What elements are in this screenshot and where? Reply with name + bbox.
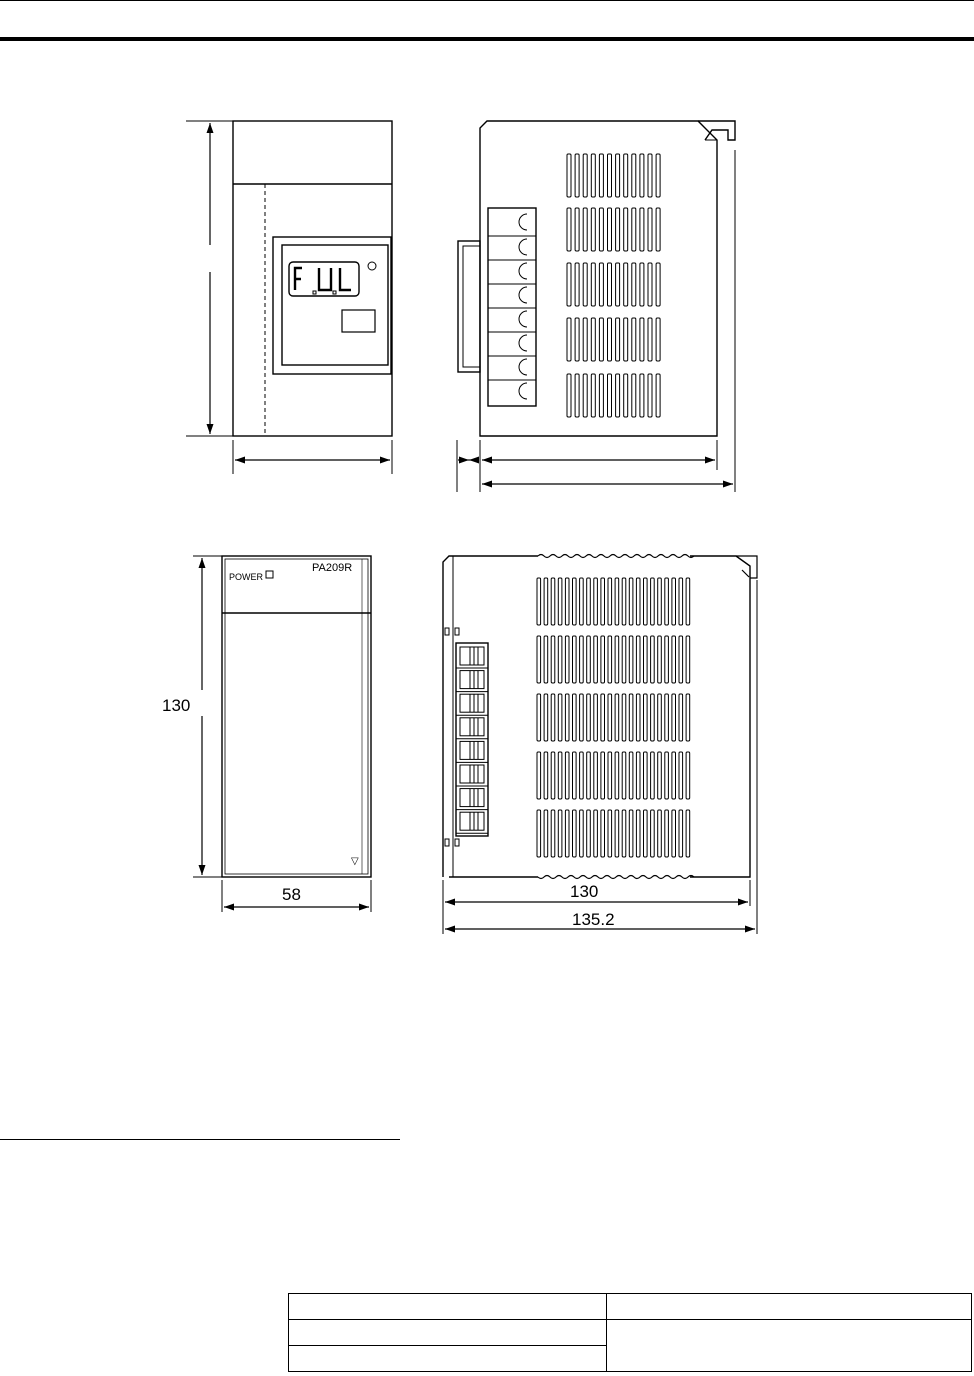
vent-slot	[591, 154, 595, 197]
vent-slot	[537, 694, 541, 741]
terminal-screw	[460, 812, 484, 830]
vent-slot	[656, 318, 660, 361]
vent-slot	[622, 810, 626, 857]
vent-slot	[567, 208, 571, 251]
terminal-screw	[460, 718, 484, 736]
table-cell	[607, 1294, 972, 1320]
table-row	[289, 1294, 972, 1320]
vent-slot	[679, 636, 683, 683]
vent-slot	[665, 810, 669, 857]
vent-slot	[616, 318, 620, 361]
vent-slot	[573, 810, 577, 857]
vent-slot	[640, 154, 644, 197]
vent-slot	[616, 263, 620, 306]
vent-slot	[632, 374, 636, 417]
vent-slot	[622, 578, 626, 625]
terminal-block-screws-b	[456, 647, 488, 833]
vent-slot	[567, 318, 571, 361]
vent-slot	[583, 208, 587, 251]
vent-slot	[656, 208, 660, 251]
vent-slot	[558, 578, 562, 625]
vent-slot	[544, 578, 548, 625]
vent-slot	[608, 154, 612, 197]
vent-slot	[565, 578, 569, 625]
vent-slot	[636, 694, 640, 741]
table-cell	[289, 1320, 607, 1346]
vent-slot	[629, 578, 633, 625]
vent-slot	[567, 154, 571, 197]
vent-slot	[575, 318, 579, 361]
vent-slot	[656, 263, 660, 306]
ventilation-slots-b	[537, 578, 690, 857]
vent-slot	[594, 810, 598, 857]
vent-slot	[658, 810, 662, 857]
ventilation-slots	[567, 154, 660, 417]
vent-slot	[591, 263, 595, 306]
model-label: PA209R	[312, 562, 353, 574]
vent-slot	[587, 810, 591, 857]
vent-slot	[601, 578, 605, 625]
vent-slot	[636, 578, 640, 625]
vent-slot	[648, 318, 652, 361]
vent-slot	[644, 636, 648, 683]
vent-slot	[599, 263, 603, 306]
vent-slot	[686, 694, 690, 741]
vent-slot	[679, 694, 683, 741]
vent-slot	[591, 208, 595, 251]
vent-slot	[656, 154, 660, 197]
vent-slot	[616, 374, 620, 417]
vent-slot	[616, 208, 620, 251]
table-row	[289, 1320, 972, 1346]
vent-slot	[636, 752, 640, 799]
vent-slot	[658, 636, 662, 683]
vent-slot	[565, 752, 569, 799]
vent-slot	[575, 208, 579, 251]
terminal-screw	[460, 647, 484, 665]
vent-slot	[599, 208, 603, 251]
vent-slot	[583, 318, 587, 361]
vent-slot	[558, 752, 562, 799]
vent-slot	[594, 636, 598, 683]
vent-slot	[587, 694, 591, 741]
dim-height-label: 130	[162, 696, 191, 715]
vent-slot	[615, 636, 619, 683]
terminal-screw	[460, 671, 484, 689]
vent-slot	[608, 263, 612, 306]
vent-slot	[565, 694, 569, 741]
vent-slot	[594, 694, 598, 741]
vent-slot	[591, 374, 595, 417]
vent-slot	[640, 374, 644, 417]
vent-slot	[537, 578, 541, 625]
vent-slot	[537, 810, 541, 857]
vent-slot	[665, 578, 669, 625]
vent-slot	[544, 636, 548, 683]
vent-slot	[672, 752, 676, 799]
vent-slot	[656, 374, 660, 417]
table-cell	[607, 1320, 972, 1372]
vent-slot	[658, 752, 662, 799]
vent-slot	[544, 810, 548, 857]
vent-slot	[672, 636, 676, 683]
vent-slot	[594, 752, 598, 799]
vent-slot	[551, 578, 555, 625]
vent-slot	[573, 694, 577, 741]
vent-slot	[615, 694, 619, 741]
vent-slot	[651, 810, 655, 857]
vent-slot	[558, 810, 562, 857]
vent-slot	[551, 752, 555, 799]
display-window	[273, 237, 391, 374]
vent-slot	[636, 636, 640, 683]
vent-slot	[644, 752, 648, 799]
vent-slot	[573, 578, 577, 625]
vent-slot	[608, 752, 612, 799]
vent-slot	[567, 374, 571, 417]
vent-slot	[608, 578, 612, 625]
section-rule	[0, 1139, 400, 1140]
vent-slot	[537, 636, 541, 683]
vent-slot	[672, 578, 676, 625]
vent-slot	[580, 694, 584, 741]
vent-slot	[651, 752, 655, 799]
figure-a-side-view	[457, 121, 735, 492]
vent-slot	[565, 636, 569, 683]
terminal-screw	[460, 765, 484, 783]
vent-slot	[665, 636, 669, 683]
spec-table	[288, 1293, 972, 1372]
vent-slot	[640, 208, 644, 251]
vent-slot	[583, 263, 587, 306]
vent-slot	[615, 810, 619, 857]
dim-width-label: 58	[282, 885, 301, 904]
vent-slot	[665, 752, 669, 799]
vent-slot	[594, 578, 598, 625]
vent-slot	[544, 752, 548, 799]
vent-slot	[551, 694, 555, 741]
vent-slot	[558, 694, 562, 741]
vent-slot	[608, 318, 612, 361]
vent-slot	[567, 263, 571, 306]
vent-slot	[587, 636, 591, 683]
table-cell	[289, 1294, 607, 1320]
vent-slot	[591, 318, 595, 361]
vent-slot	[615, 578, 619, 625]
vent-slot	[640, 318, 644, 361]
vent-slot	[672, 810, 676, 857]
vent-slot	[632, 263, 636, 306]
vent-slot	[601, 636, 605, 683]
vent-slot	[608, 208, 612, 251]
vent-slot	[580, 636, 584, 683]
vent-slot	[599, 374, 603, 417]
vent-slot	[587, 578, 591, 625]
vent-slot	[565, 810, 569, 857]
vent-slot	[608, 374, 612, 417]
vent-slot	[640, 263, 644, 306]
vent-slot	[648, 374, 652, 417]
display-glyphs	[295, 268, 351, 290]
vent-slot	[636, 810, 640, 857]
vent-slot	[679, 752, 683, 799]
vent-slot	[651, 636, 655, 683]
vent-slot	[632, 208, 636, 251]
vent-slot	[558, 636, 562, 683]
vent-slot	[632, 318, 636, 361]
figure-b-side-view	[443, 555, 757, 935]
vent-slot	[551, 636, 555, 683]
table-cell	[289, 1346, 607, 1372]
vent-slot	[624, 208, 628, 251]
vent-slot	[629, 810, 633, 857]
vent-slot	[599, 154, 603, 197]
terminal-screw	[460, 694, 484, 712]
vent-slot	[651, 694, 655, 741]
vent-slot	[686, 810, 690, 857]
vent-slot	[601, 810, 605, 857]
vent-slot	[601, 694, 605, 741]
vent-slot	[587, 752, 591, 799]
vent-slot	[644, 578, 648, 625]
vent-slot	[622, 694, 626, 741]
vent-slot	[575, 374, 579, 417]
triangle-mark: ▽	[351, 856, 359, 867]
vent-slot	[651, 578, 655, 625]
vent-slot	[608, 810, 612, 857]
terminal-screw	[460, 789, 484, 807]
vent-slot	[624, 374, 628, 417]
vent-slot	[679, 810, 683, 857]
vent-slot	[622, 636, 626, 683]
vent-slot	[575, 154, 579, 197]
vent-slot	[658, 578, 662, 625]
vent-slot	[648, 154, 652, 197]
vent-slot	[624, 318, 628, 361]
power-label: POWER	[229, 572, 264, 582]
dim-depth-label: 130	[570, 882, 599, 901]
vent-slot	[624, 263, 628, 306]
vent-slot	[644, 694, 648, 741]
vent-slot	[599, 318, 603, 361]
vent-slot	[632, 154, 636, 197]
vent-slot	[648, 263, 652, 306]
vent-slot	[644, 810, 648, 857]
vent-slot	[629, 636, 633, 683]
vent-slot	[608, 636, 612, 683]
front-button	[342, 310, 375, 332]
vent-slot	[583, 374, 587, 417]
vent-slot	[629, 752, 633, 799]
figure-b-front-view	[193, 556, 371, 912]
vent-slot	[580, 752, 584, 799]
vent-slot	[575, 263, 579, 306]
vent-slot	[622, 752, 626, 799]
vent-slot	[580, 810, 584, 857]
indicator-led-icon	[368, 262, 376, 270]
figure-a-front-view	[186, 121, 392, 474]
vent-slot	[537, 752, 541, 799]
vent-slot	[648, 208, 652, 251]
terminal-block-screws	[488, 214, 536, 399]
vent-slot	[544, 694, 548, 741]
vent-slot	[686, 578, 690, 625]
vent-slot	[601, 752, 605, 799]
vent-slot	[686, 636, 690, 683]
vent-slot	[580, 578, 584, 625]
vent-slot	[629, 694, 633, 741]
power-indicator-icon	[266, 571, 273, 578]
vent-slot	[686, 752, 690, 799]
vent-slot	[679, 578, 683, 625]
vent-slot	[616, 154, 620, 197]
vent-slot	[658, 694, 662, 741]
vent-slot	[551, 810, 555, 857]
vent-slot	[615, 752, 619, 799]
vent-slot	[624, 154, 628, 197]
vent-slot	[573, 752, 577, 799]
dim-depth-total-label: 135.2	[572, 910, 615, 929]
vent-slot	[672, 694, 676, 741]
vent-slot	[665, 694, 669, 741]
vent-slot	[583, 154, 587, 197]
vent-slot	[573, 636, 577, 683]
vent-slot	[608, 694, 612, 741]
terminal-screw	[460, 741, 484, 759]
